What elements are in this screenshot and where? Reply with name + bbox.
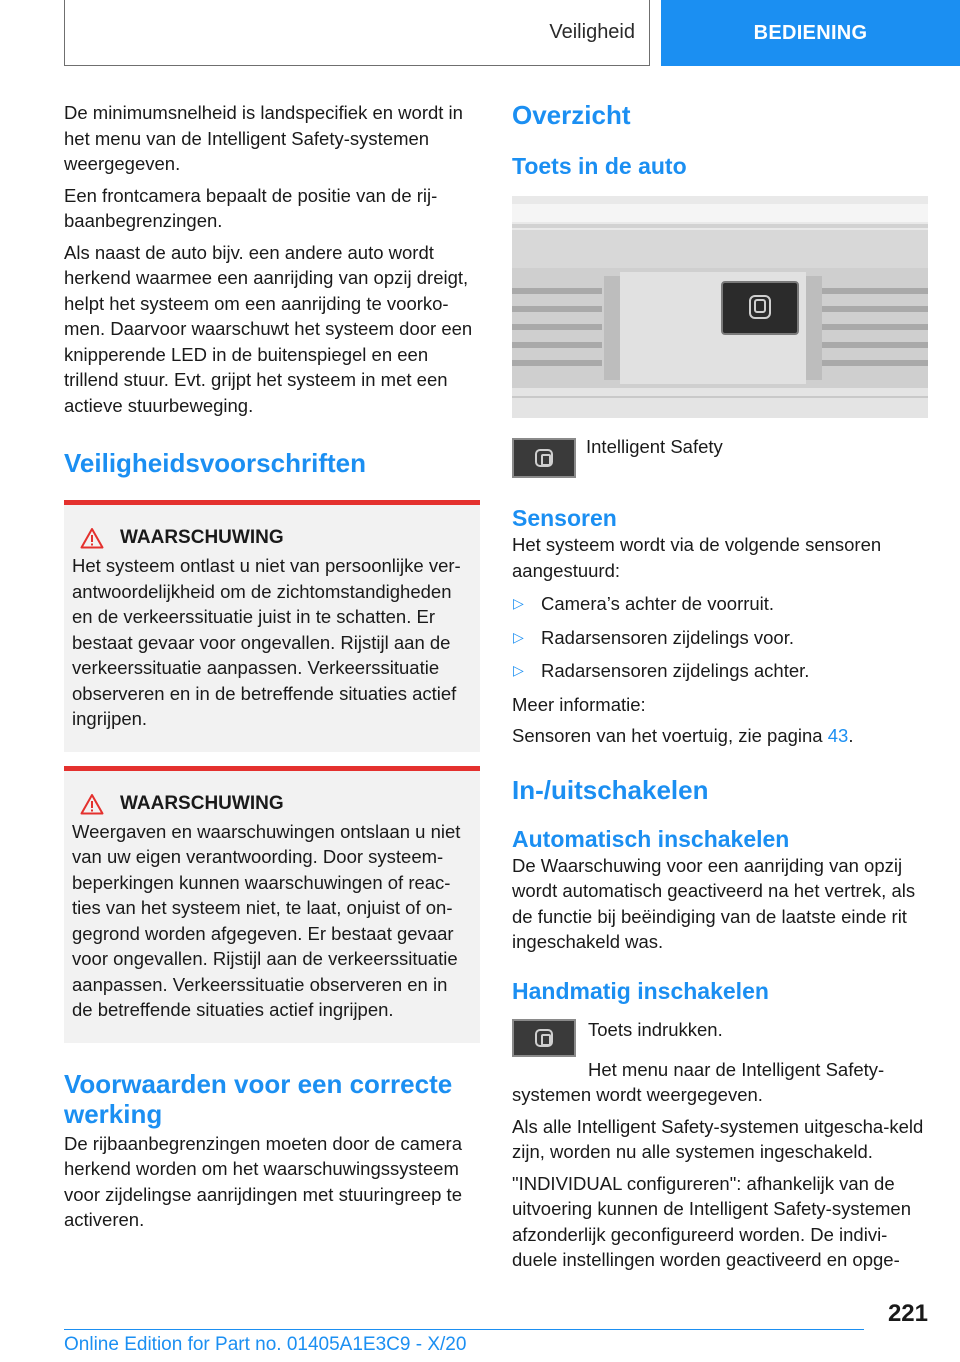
dashboard-button-photo bbox=[512, 196, 928, 418]
paragraph: Een frontcamera bepaalt de positie van de rij-baanbegrenzingen. bbox=[64, 184, 438, 231]
step-text: Toets indrukken. bbox=[588, 1018, 723, 1040]
page-number: 221 bbox=[887, 1300, 928, 1327]
heading-conditions: Voorwaarden voor een correcte werking bbox=[64, 1068, 453, 1129]
warning-title: WAARSCHUWING bbox=[72, 527, 472, 549]
right-column bbox=[512, 100, 928, 1279]
cross-reference: Sensoren van het voertuig, zie pagina 43. bbox=[512, 725, 854, 746]
button-legend bbox=[512, 438, 928, 478]
paragraph: De rijbaanbegrenzingen moeten door de camera herkend worden om het waarschuwingssysteem voor zijdelingse aanrijdingen met stuuringreep te activeren. bbox=[64, 1132, 463, 1230]
intelligent-safety-button-icon bbox=[512, 438, 576, 478]
paragraph: De minimumsnelheid is landspecifiek en wordt in het menu van de Intelligent Safety-systemen weergegeven. bbox=[64, 102, 463, 174]
paragraph: "INDIVIDUAL configureren": afhankelijk van de uitvoering kunnen de Intelligent Safety-systemen afzonderlijk geconfigureerd worden. De indivi-duele instellingen worden geactiveerd en opge- bbox=[512, 1172, 912, 1270]
list-item: ▷ Radarsensoren zijdelings voor. bbox=[513, 626, 794, 648]
intelligent-safety-button-icon bbox=[512, 1019, 576, 1057]
paragraph: Meer informatie: bbox=[512, 693, 646, 715]
page-header bbox=[0, 0, 960, 66]
heading-button-in-car: Toets in de auto bbox=[512, 153, 687, 179]
list-item: ▷ Radarsensoren zijdelings achter. bbox=[513, 660, 810, 681]
footer-edition: Online Edition for Part no. 01405A1E3C9 - X/20 bbox=[64, 1334, 467, 1355]
paragraph: Als naast de auto bijv. een andere auto wordt herkend waarmee een aanrijding van opzij dreigt, helpt het systeem om een aanrijding te voorko-men. Daarvoor waarschuwt het systeem door een knipperende LED in de buitenspiegel en een trillend stuur. Evt. grijpt het systeem in met een actieve stuurbeweging. bbox=[64, 241, 473, 416]
left-column bbox=[64, 100, 480, 1239]
button-label: Intelligent Safety bbox=[586, 436, 723, 457]
paragraph: Als alle Intelligent Safety-systemen uitgescha-keld zijn, worden nu alle systemen ingeschakeld. bbox=[512, 1115, 924, 1162]
section-title: Veiligheid bbox=[64, 0, 650, 66]
heading-sensors: Sensoren bbox=[512, 505, 617, 531]
paragraph: Het systeem wordt via de volgende sensoren aangestuurd: bbox=[512, 534, 882, 581]
warning-text: Het systeem ontlast u niet van persoonlijke ver-antwoordelijkheid om de zichtomstandigheden en de verkeerssituatie juist in te schatten. Er bestaat gevaar voor ongevallen. Rijstijl aan de verkeerssituatie aanpassen. Verkeerssituatie observeren en in de betreffende situaties actief ingrijpen. bbox=[72, 555, 461, 729]
heading-overview: Overzicht bbox=[512, 100, 631, 130]
manual-step bbox=[512, 1017, 928, 1057]
warning-box bbox=[64, 766, 480, 1043]
list-item: ▷ Camera’s achter de voorruit. bbox=[513, 593, 775, 614]
warning-triangle-icon bbox=[80, 527, 104, 549]
warning-text: Weergaven en waarschuwingen ontslaan u niet van uw eigen verantwoording. Door systeem-beperkingen kunnen waarschuwingen of reac-ties van het systeem niet, te laat, onjuist of on-gegrond worden afgegeven. Er bestaat gevaar voor ongevallen. Rijstijl aan de verkeerssituatie aanpassen. Verkeerssituatie observeren en in de betreffende situaties actief ingrijpen. bbox=[72, 820, 461, 1020]
heading-manual-on: Handmatig inschakelen bbox=[512, 977, 769, 1004]
heading-on-off: In-/uitschakelen bbox=[512, 774, 709, 805]
warning-triangle-icon bbox=[80, 793, 104, 815]
heading-safety: Veiligheidsvoorschriften bbox=[64, 448, 366, 478]
chapter-tab: BEDIENING bbox=[661, 0, 960, 66]
warning-box bbox=[64, 500, 480, 752]
heading-auto-on: Automatisch inschakelen bbox=[512, 825, 790, 852]
paragraph: De Waarschuwing voor een aanrijding van opzij wordt automatisch geactiveerd na het vertrek, als de functie bij beëindiging van de laatste einde rit ingeschakeld was. bbox=[512, 854, 916, 952]
warning-title: WAARSCHUWING bbox=[72, 793, 472, 815]
paragraph: Het menu naar de Intelligent Safety-systemen wordt weergegeven. bbox=[512, 1058, 885, 1105]
page-link[interactable]: 43 bbox=[827, 725, 849, 746]
footer-divider bbox=[64, 1329, 864, 1330]
